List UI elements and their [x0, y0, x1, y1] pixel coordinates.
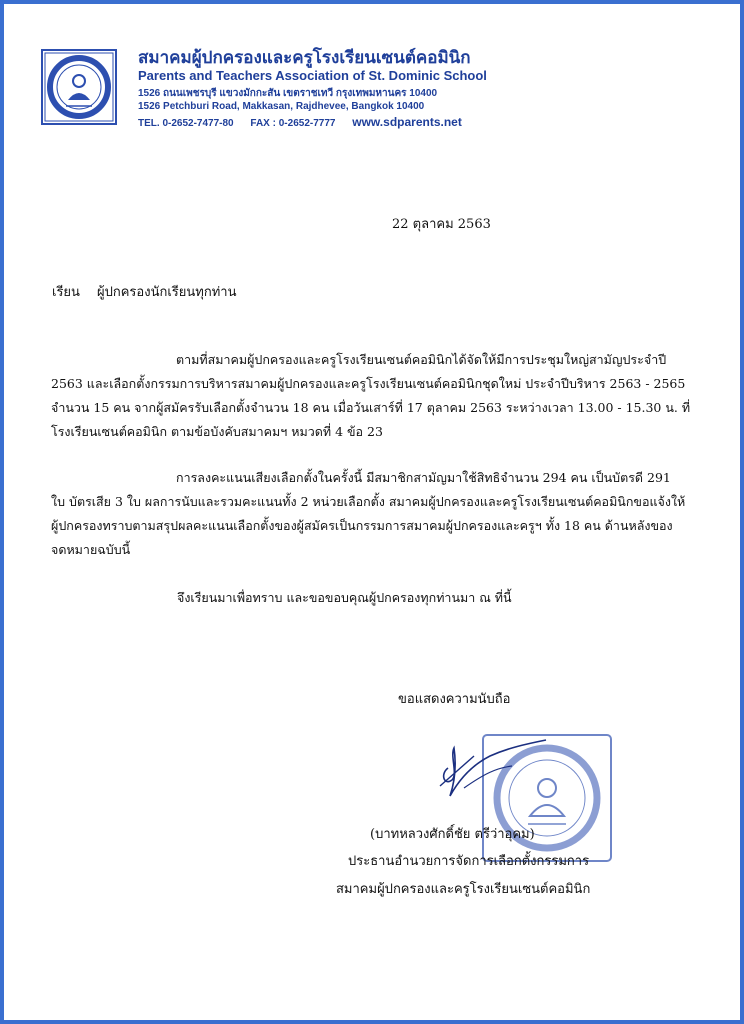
paragraph-1 [51, 348, 691, 444]
paragraph-line: ตามที่สมาคมผู้ปกครองและครูโรงเรียนเซนต์คอมินิกได้จัดให้มีการประชุมใหญ่สามัญประจำปี [176, 352, 667, 367]
paragraph-line: จดหมายฉบับนี้ [51, 542, 131, 557]
address-english: 1526 Petchburi Road, Makkasan, Rajdhevee, Bangkok 10400 [138, 101, 425, 112]
salutation-recipient: ผู้ปกครองนักเรียนทุกท่าน [97, 285, 237, 300]
letter-page [4, 4, 740, 1020]
paragraph-line: จำนวน 15 คน จากผู้สมัครรับเลือกตั้งจำนวน 18 คน เมื่อวันเสาร์ที่ 17 ตุลาคม 2563 ระหว่างเวลา 13.00 - 15.30 น. ที่ [51, 400, 691, 415]
telephone: TEL. 0-2652-7477-80 [138, 118, 234, 129]
salutation-label: เรียน [52, 285, 80, 300]
paragraph-line: ใบ บัตรเสีย 3 ใบ ผลการนับและรวมคะแนนทั้ง 2 หน่วยเลือกตั้ง สมาคมผู้ปกครองและครูโรงเรียนเซนต์คอมินิกขอแจ้งให้ [51, 494, 686, 509]
paragraph-2 [51, 466, 686, 562]
paragraph-line: ผู้ปกครองทราบตามสรุปผลคะแนนเลือกตั้งของผู้สมัครเป็นกรรมการสมาคมผู้ปกครองและครูฯ ทั้ง 18 คน ด้านหลังของ [51, 518, 673, 533]
org-name-thai: สมาคมผู้ปกครองและครูโรงเรียนเซนต์คอมินิก [138, 48, 471, 68]
closing-note: จึงเรียนมาเพื่อทราบ และขอขอบคุณผู้ปกครองทุกท่านมา ณ ที่นี้ [177, 590, 512, 605]
paragraph-line: โรงเรียนเซนต์คอมินิก ตามข้อบังคับสมาคมฯ หมวดที่ 4 ข้อ 23 [51, 424, 383, 439]
contact-line [138, 115, 476, 129]
paragraph-line: การลงคะแนนเสียงเลือกตั้งในครั้งนี้ มีสมาชิกสามัญมาใช้สิทธิจำนวน 294 คน เป็นบัตรดี 291 [176, 470, 671, 485]
website-link[interactable]: www.sdparents.net [352, 115, 462, 129]
signer-name: (บาทหลวงศักดิ์ชัย ตรีว่าอุคม) [370, 827, 535, 842]
regards: ขอแสดงความนับถือ [398, 692, 511, 707]
association-seal-icon [40, 48, 118, 126]
paragraph-line: 2563 และเลือกตั้งกรรมการบริหารสมาคมผู้ปกครองและครูโรงเรียนเซนต์คอมินิกชุดใหม่ ประจำปีบริหาร 2563 - 2565 [51, 376, 686, 391]
org-name-english: Parents and Teachers Association of St. Dominic School [138, 68, 487, 83]
signature-icon [434, 734, 554, 804]
letter-date: 22 ตุลาคม 2563 [392, 217, 491, 232]
address-thai: 1526 ถนนเพชรบุรี แขวงมักกะสัน เขตราชเทวี กรุงเทพมหานคร 10400 [138, 88, 438, 99]
fax: FAX : 0-2652-7777 [250, 118, 336, 129]
signer-role: ประธานอำนวยการจัดการเลือกตั้งกรรมการ [348, 854, 590, 869]
signer-organization: สมาคมผู้ปกครองและครูโรงเรียนเซนต์คอมินิก [336, 882, 591, 897]
